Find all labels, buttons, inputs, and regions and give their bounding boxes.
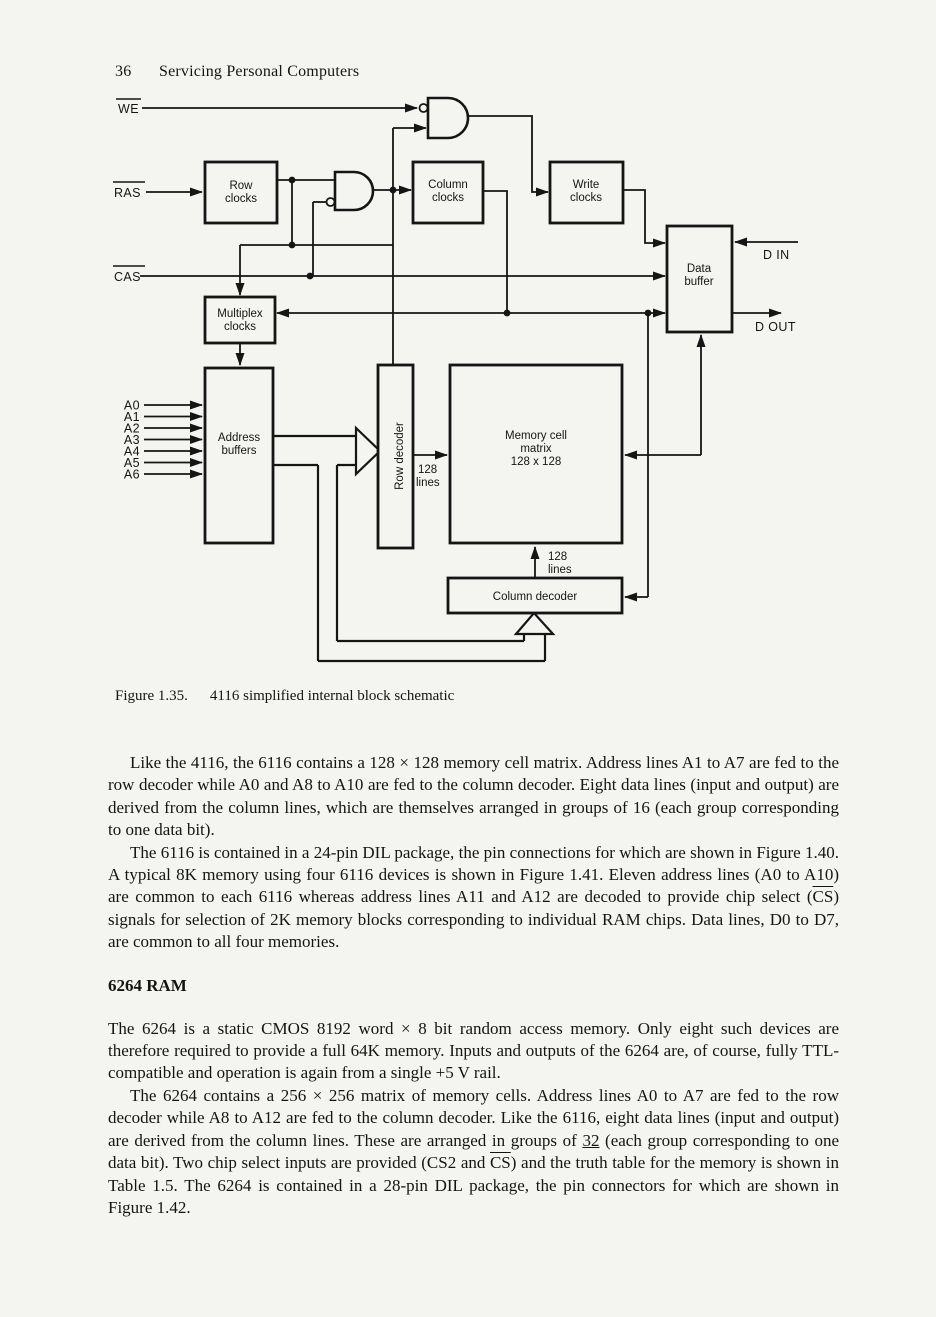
paragraph: [108, 752, 839, 842]
blocks: [205, 162, 732, 613]
a1-label: A1: [123, 410, 140, 424]
page-number: 36: [115, 63, 132, 80]
data-buffer-label: Data buffer: [684, 263, 714, 288]
bus-arrowhead-column-decoder: [516, 613, 553, 634]
column-decoder-label: Column decoder: [492, 591, 578, 603]
column-lines-label2: lines: [548, 564, 572, 576]
section-heading: 6264 RAM: [108, 975, 187, 995]
paragraph: [108, 1018, 839, 1085]
text-segment: $\overline{CS}$: [489, 1153, 511, 1173]
text-segment: The 6264 contains a 256 × 256 matrix of memory cells. Address lines A0 to A7 are fed to the row decoder while A8 to A12 are fed to the column decoder. Like the 6116, eight data lines (input and output) are derived from the column lines. These are arranged in groups of: [108, 1085, 839, 1150]
text-segment: ) signals for selection of 2K memory blocks corresponding to individual RAM chips. Data lines, D0 to D7, are common to all four memories.: [108, 887, 839, 952]
write-clocks-label: Write clocks: [570, 179, 602, 204]
multiplex-clocks-box: [205, 297, 275, 343]
row-lines-label: 128: [418, 464, 438, 476]
d-in-label: D IN: [763, 248, 790, 262]
row-clocks-label: Row clocks: [225, 180, 257, 205]
row-lines-label2: lines: [416, 477, 440, 489]
text-segment: (each group corresponding to one data bit). Two chip select inputs are provided (CS2 and: [108, 1130, 839, 1173]
text-segment: 32: [582, 1130, 600, 1150]
a6-label: A6: [123, 467, 140, 482]
nand-gate-left-bubble: [327, 198, 335, 206]
nand-gate-top: [428, 98, 468, 138]
book-title: Servicing Personal Computers: [159, 63, 360, 80]
paragraph: [108, 1085, 839, 1219]
cas-label: CAS: [114, 270, 141, 284]
write-clocks-out: [623, 190, 665, 243]
address-buffers-label: Address buffers: [217, 432, 261, 457]
text-segment: $\overline{CS}$: [812, 887, 834, 907]
nand-gate-top-bubble: [420, 104, 428, 112]
figure-caption-label: Figure 1.35.: [115, 688, 188, 704]
row-decoder-label: Row decoder: [394, 422, 406, 490]
address-input-lines: [144, 405, 202, 474]
a5-label: A5: [123, 456, 140, 470]
a0-label: A0: [123, 398, 140, 413]
address-input-labels: [124, 399, 140, 482]
column-clocks-out: [483, 191, 507, 313]
figure-caption: [115, 688, 454, 705]
column-lines-label: 128: [548, 551, 568, 563]
multiplex-clocks-label: Multiplex clocks: [217, 308, 263, 333]
memory-matrix-label: Memory cell matrix 128 x 128: [505, 430, 567, 468]
paragraph: [108, 842, 839, 954]
text-segment: The 6116 is contained in a 24-pin DIL package, the pin connections for which are shown in Figure 1.40. A typical 8K memory using four 6116 devices is shown in Figure 1.41. Eleven address lines (A0 to A10) are common to each 6116 whereas address lines A11 and A12 are decoded to provide chip select (: [108, 842, 839, 907]
text-segment: ) and the truth table for the memory is shown in Table 1.5. The 6264 is contained in a 28-pin DIL package, the pin connectors for which are shown in Figure 1.42.: [108, 1153, 839, 1217]
a2-label: A2: [123, 421, 140, 436]
nand-gate-left: [335, 172, 373, 210]
column-clocks-label: Column clocks: [428, 179, 468, 204]
a4-label: A4: [123, 444, 140, 459]
bus-arrowhead-row-decoder: [356, 428, 380, 474]
figure-caption-text: 4116 simplified internal block schematic: [209, 688, 455, 704]
text-segment: Like the 4116, the 6116 contains a 128 × 128 memory cell matrix. Address lines A1 to A7 are fed to the row decoder while A0 and A8 to A10 are fed to the column decoder. Eight data lines (input and output) are derived from the column lines, which are themselves arranged in groups of 16 (each group corresponding to one data bit).: [108, 753, 839, 840]
text-segment: The 6264 is a static CMOS 8192 word × 8 bit random access memory. Only eight such devices are therefore required to provide a full 64K memory. Inputs and outputs of the 6264 are, of course, fully TTL-compatible and operation is again from a single +5 V rail.: [108, 1018, 839, 1083]
body-text: [108, 752, 839, 1219]
d-out-label: D OUT: [755, 320, 796, 334]
a3-label: A3: [123, 433, 140, 447]
ras-label: RAS: [114, 186, 141, 200]
we-label: WE: [118, 102, 139, 116]
